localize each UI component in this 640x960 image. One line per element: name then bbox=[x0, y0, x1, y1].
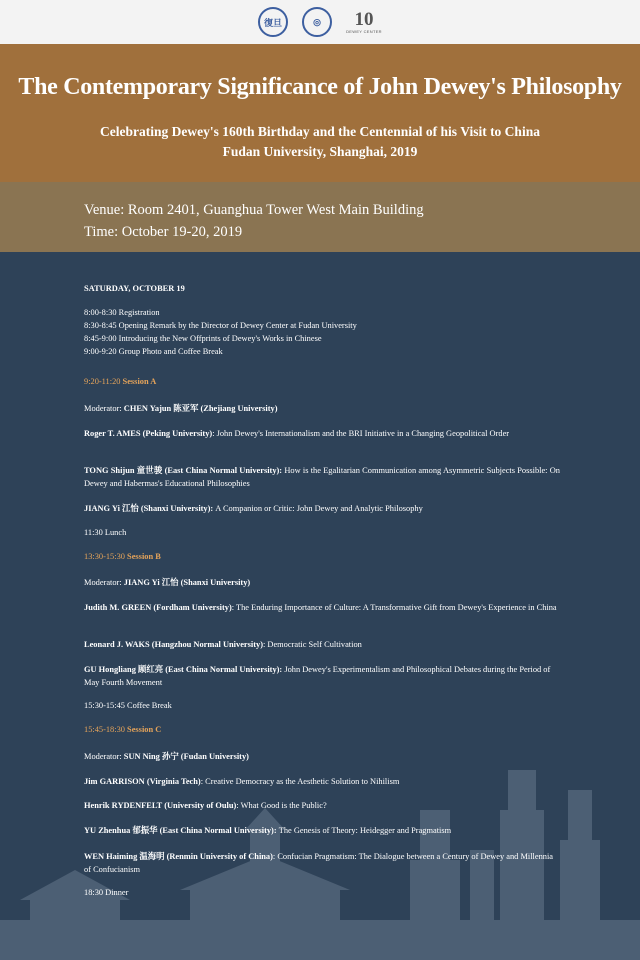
talk bbox=[84, 663, 560, 689]
session-label: Session B bbox=[127, 552, 161, 561]
session-c-heading bbox=[84, 725, 560, 734]
poster-subtitle bbox=[0, 122, 640, 162]
speaker: GU Hongliang 顾红亮 (East China Normal University): bbox=[84, 665, 283, 674]
dinner: 18:30 Dinner bbox=[84, 888, 129, 897]
schedule-item: 8:30-8:45 Opening Remark by the Director of Dewey Center at Fudan University bbox=[84, 321, 357, 330]
session-label: Session C bbox=[127, 725, 162, 734]
venue-band bbox=[0, 182, 640, 252]
subtitle-line-1: Celebrating Dewey's 160th Birthday and the Centennial of his Visit to China bbox=[100, 124, 540, 139]
talk bbox=[84, 824, 560, 837]
talk bbox=[84, 502, 560, 515]
emblem-icon: ◎ bbox=[302, 7, 332, 37]
moderator-prefix: Moderator: bbox=[84, 752, 122, 761]
speaker: Leonard J. WAKS (Hangzhou Normal University) bbox=[84, 640, 263, 649]
speaker: YU Zhenhua 郁振华 (East China Normal University): bbox=[84, 826, 277, 835]
speaker: TONG Shijun 童世骏 (East China Normal University): bbox=[84, 466, 283, 475]
talk bbox=[84, 638, 560, 651]
logo-caption: DEWEY CENTER bbox=[346, 28, 382, 34]
schedule-item: 8:00-8:30 Registration bbox=[84, 308, 160, 317]
session-a-heading bbox=[84, 377, 560, 386]
talk-title: : John Dewey's Internationalism and the BRI Initiative in a Changing Geopolitical Order bbox=[212, 429, 510, 438]
subtitle-line-2: Fudan University, Shanghai, 2019 bbox=[222, 144, 418, 159]
talk-title: : Confucian Pragmatism: The Dialogue between a Century of Dewey and Millennia of Confucianism bbox=[84, 852, 554, 874]
speaker: Judith M. GREEN (Fordham University) bbox=[84, 603, 232, 612]
session-time: 9:20-11:20 bbox=[84, 377, 121, 386]
talk-title: : The Enduring Importance of Culture: A Transformative Gift from Dewey's Experience in China bbox=[231, 603, 557, 612]
lunch: 11:30 Lunch bbox=[84, 528, 127, 537]
title-band bbox=[0, 44, 640, 182]
university-seal-icon: 復旦 bbox=[258, 7, 288, 37]
talk bbox=[84, 601, 560, 614]
schedule-item: 8:45-9:00 Introducing the New Offprints of Dewey's Works in Chinese bbox=[84, 334, 322, 343]
talk-title: A Companion or Critic: John Dewey and Analytic Philosophy bbox=[215, 504, 423, 513]
moderator-prefix: Moderator: bbox=[84, 404, 122, 413]
session-label: Session A bbox=[122, 377, 157, 386]
day-heading: SATURDAY, OCTOBER 19 bbox=[84, 284, 185, 293]
speaker: Henrik RYDENFELT (University of Oulu) bbox=[84, 801, 237, 810]
time-text: Time: October 19-20, 2019 bbox=[84, 224, 243, 240]
speaker: Jim GARRISON (Virginia Tech) bbox=[84, 777, 201, 786]
talk-title: The Genesis of Theory: Heidegger and Pragmatism bbox=[278, 826, 452, 835]
coffee-break: 15:30-15:45 Coffee Break bbox=[84, 701, 172, 710]
logo-bar bbox=[0, 0, 640, 44]
talk-title: : Democratic Self Cultivation bbox=[262, 640, 362, 649]
talk bbox=[84, 850, 560, 876]
session-b-heading bbox=[84, 552, 560, 561]
logo-number: 10 bbox=[354, 8, 374, 30]
talk-title: John Dewey's Experimentalism and Philosophical Debates during the Period of May Fourth Movement bbox=[84, 665, 551, 687]
session-a-moderator bbox=[84, 402, 560, 414]
session-time: 13:30-15:30 bbox=[84, 552, 125, 561]
session-time: 15:45-18:30 bbox=[84, 725, 125, 734]
speaker: Roger T. AMES (Peking University) bbox=[84, 429, 213, 438]
talk bbox=[84, 799, 560, 812]
moderator-prefix: Moderator: bbox=[84, 578, 122, 587]
talk bbox=[84, 427, 560, 440]
poster-title: The Contemporary Significance of John Dewey's Philosophy bbox=[18, 74, 622, 100]
dewey-center-10-logo bbox=[346, 7, 382, 37]
talk-title: How is the Egalitarian Communication among Asymmetric Subjects Possible: On Dewey and Habermas's Educational Philosophies bbox=[84, 466, 560, 488]
moderator-name: JIANG Yi 江怡 (Shanxi University) bbox=[123, 578, 251, 587]
talk-title: : What Good is the Public? bbox=[236, 801, 327, 810]
venue-text: Venue: Room 2401, Guanghua Tower West Main Building bbox=[84, 202, 424, 218]
talk-title: : Creative Democracy as the Aesthetic Solution to Nihilism bbox=[200, 777, 400, 786]
moderator-name: SUN Ning 孙宁 (Fudan University) bbox=[123, 752, 249, 761]
session-c-moderator bbox=[84, 750, 560, 762]
speaker: JIANG Yi 江怡 (Shanxi University): bbox=[84, 504, 214, 513]
talk bbox=[84, 775, 560, 788]
speaker: WEN Haiming 温海明 (Renmin University of China) bbox=[84, 852, 273, 861]
moderator-name: CHEN Yajun 陈亚军 (Zhejiang University) bbox=[123, 404, 278, 413]
schedule-item: 9:00-9:20 Group Photo and Coffee Break bbox=[84, 347, 223, 356]
session-b-moderator bbox=[84, 576, 560, 588]
talk bbox=[84, 464, 560, 490]
